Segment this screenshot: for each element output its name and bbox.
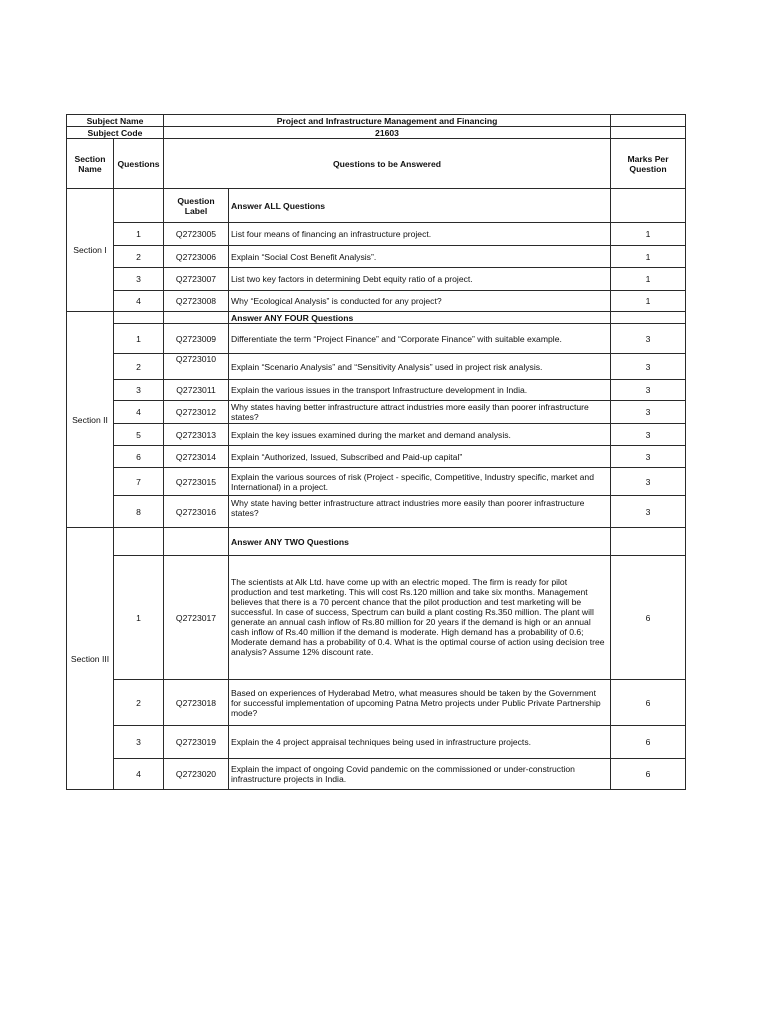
question-marks: 3 <box>611 446 686 468</box>
question-label: Q2723011 <box>164 380 229 401</box>
table-row <box>67 401 686 424</box>
table-row <box>67 380 686 401</box>
question-text: Explain the impact of ongoing Covid pandemic on the commissioned or under-construction infrastructure projects in India. <box>229 759 611 790</box>
subject-code-label: Subject Code <box>67 127 164 139</box>
question-label: Q2723005 <box>164 223 229 246</box>
question-text: Explain the various issues in the transport Infrastructure development in India. <box>229 380 611 401</box>
question-number: 4 <box>114 759 164 790</box>
question-marks: 3 <box>611 354 686 380</box>
question-label: Q2723016 <box>164 496 229 528</box>
section-name: Section I <box>67 189 114 312</box>
table-row <box>67 354 686 380</box>
question-marks: 1 <box>611 223 686 246</box>
question-marks: 1 <box>611 246 686 268</box>
table-row <box>67 556 686 680</box>
question-label: Q2723007 <box>164 268 229 291</box>
question-number: 6 <box>114 446 164 468</box>
table-row <box>67 223 686 246</box>
question-number: 2 <box>114 680 164 726</box>
column-header-row <box>67 139 686 189</box>
subject-code-value: 21603 <box>164 127 611 139</box>
questions-to-answer-header: Questions to be Answered <box>164 139 611 189</box>
table-row <box>67 291 686 312</box>
question-marks: 1 <box>611 291 686 312</box>
question-number: 3 <box>114 268 164 291</box>
question-label: Q2723018 <box>164 680 229 726</box>
question-text: Explain the 4 project appraisal techniques being used in infrastructure projects. <box>229 726 611 759</box>
marks-per-question-header: Marks Per Question <box>611 139 686 189</box>
question-marks: 3 <box>611 324 686 354</box>
question-text: Explain the various sources of risk (Project - specific, Competitive, Industry specific, market and International) in a project. <box>229 468 611 496</box>
question-number: 2 <box>114 354 164 380</box>
section-name-header: Section Name <box>67 139 114 189</box>
section-1-instruction-row <box>67 189 686 223</box>
question-number: 7 <box>114 468 164 496</box>
question-text: The scientists at Alk Ltd. have come up with an electric moped. The firm is ready for pilot production and test marketing. This will cost Rs.120 million and take six months. Management believes that there is a 70 percent chance that the pilot production and test marketing will be successful. In case of success, Spectrum can build a plant costing Rs.350 million. The plant will generate an annual cash inflow of Rs.80 million for 20 years if the demand is high or an annual cash inflow of Rs.40 million if the demand is moderate. High demand has a probability of 0.6; Moderate demand has a probability of 0.4. What is the optimal course of action using decision tree analysis? Assume 12% discount rate. <box>229 556 611 680</box>
question-text: Explain “Social Cost Benefit Analysis”. <box>229 246 611 268</box>
table-row <box>67 680 686 726</box>
section-instruction: Answer ANY FOUR Questions <box>229 312 611 324</box>
question-label: Q2723019 <box>164 726 229 759</box>
subject-name-label: Subject Name <box>67 115 164 127</box>
table-row <box>67 496 686 528</box>
table-row <box>67 268 686 291</box>
table-row <box>67 468 686 496</box>
question-label: Q2723013 <box>164 424 229 446</box>
questions-header: Questions <box>114 139 164 189</box>
question-marks: 6 <box>611 726 686 759</box>
question-text: List four means of financing an infrastructure project. <box>229 223 611 246</box>
question-label: Q2723014 <box>164 446 229 468</box>
question-label: Q2723017 <box>164 556 229 680</box>
subject-name-row <box>67 115 686 127</box>
table-row <box>67 424 686 446</box>
section-instruction: Answer ANY TWO Questions <box>229 528 611 556</box>
question-number: 1 <box>114 324 164 354</box>
question-marks: 6 <box>611 680 686 726</box>
question-number: 3 <box>114 726 164 759</box>
subject-code-row <box>67 127 686 139</box>
question-marks: 3 <box>611 401 686 424</box>
question-text: Why states having better infrastructure attract industries more easily than poorer infrastructure states? <box>229 401 611 424</box>
question-number: 1 <box>114 556 164 680</box>
section-name: Section II <box>67 312 114 528</box>
question-number: 8 <box>114 496 164 528</box>
question-label-header: Question Label <box>164 189 229 223</box>
question-marks: 3 <box>611 380 686 401</box>
question-text: Based on experiences of Hyderabad Metro, what measures should be taken by the Government for successful implementation of upcoming Patna Metro projects under Public Private Partnership mode? <box>229 680 611 726</box>
question-text: Explain the key issues examined during the market and demand analysis. <box>229 424 611 446</box>
subject-name-value: Project and Infrastructure Management and Financing <box>164 115 611 127</box>
table-row <box>67 246 686 268</box>
question-label: Q2723009 <box>164 324 229 354</box>
table-row <box>67 726 686 759</box>
question-marks: 6 <box>611 759 686 790</box>
question-text: Why “Ecological Analysis” is conducted for any project? <box>229 291 611 312</box>
question-number: 4 <box>114 401 164 424</box>
question-marks: 3 <box>611 496 686 528</box>
question-label: Q2723020 <box>164 759 229 790</box>
section-2-instruction-row <box>67 312 686 324</box>
question-number: 5 <box>114 424 164 446</box>
question-text: Explain “Scenario Analysis” and “Sensitivity Analysis” used in project risk analysis. <box>229 354 611 380</box>
question-text: Why state having better infrastructure attract industries more easily than poorer infrastructure states? <box>229 496 611 528</box>
question-number: 3 <box>114 380 164 401</box>
question-text: Explain “Authorized, Issued, Subscribed and Paid-up capital” <box>229 446 611 468</box>
question-number: 4 <box>114 291 164 312</box>
question-label: Q2723012 <box>164 401 229 424</box>
question-text: List two key factors in determining Debt equity ratio of a project. <box>229 268 611 291</box>
section-instruction: Answer ALL Questions <box>229 189 611 223</box>
table-row <box>67 324 686 354</box>
question-label: Q2723006 <box>164 246 229 268</box>
question-marks: 1 <box>611 268 686 291</box>
question-marks: 3 <box>611 468 686 496</box>
question-label: Q2723010 <box>164 354 229 380</box>
question-text: Differentiate the term “Project Finance” and “Corporate Finance” with suitable example. <box>229 324 611 354</box>
question-marks: 3 <box>611 424 686 446</box>
question-number: 1 <box>114 223 164 246</box>
section-3-instruction-row <box>67 528 686 556</box>
question-paper-table <box>66 114 686 790</box>
table-row <box>67 759 686 790</box>
section-name: Section III <box>67 528 114 790</box>
question-marks: 6 <box>611 556 686 680</box>
question-number: 2 <box>114 246 164 268</box>
question-label: Q2723015 <box>164 468 229 496</box>
question-label: Q2723008 <box>164 291 229 312</box>
table-row <box>67 446 686 468</box>
